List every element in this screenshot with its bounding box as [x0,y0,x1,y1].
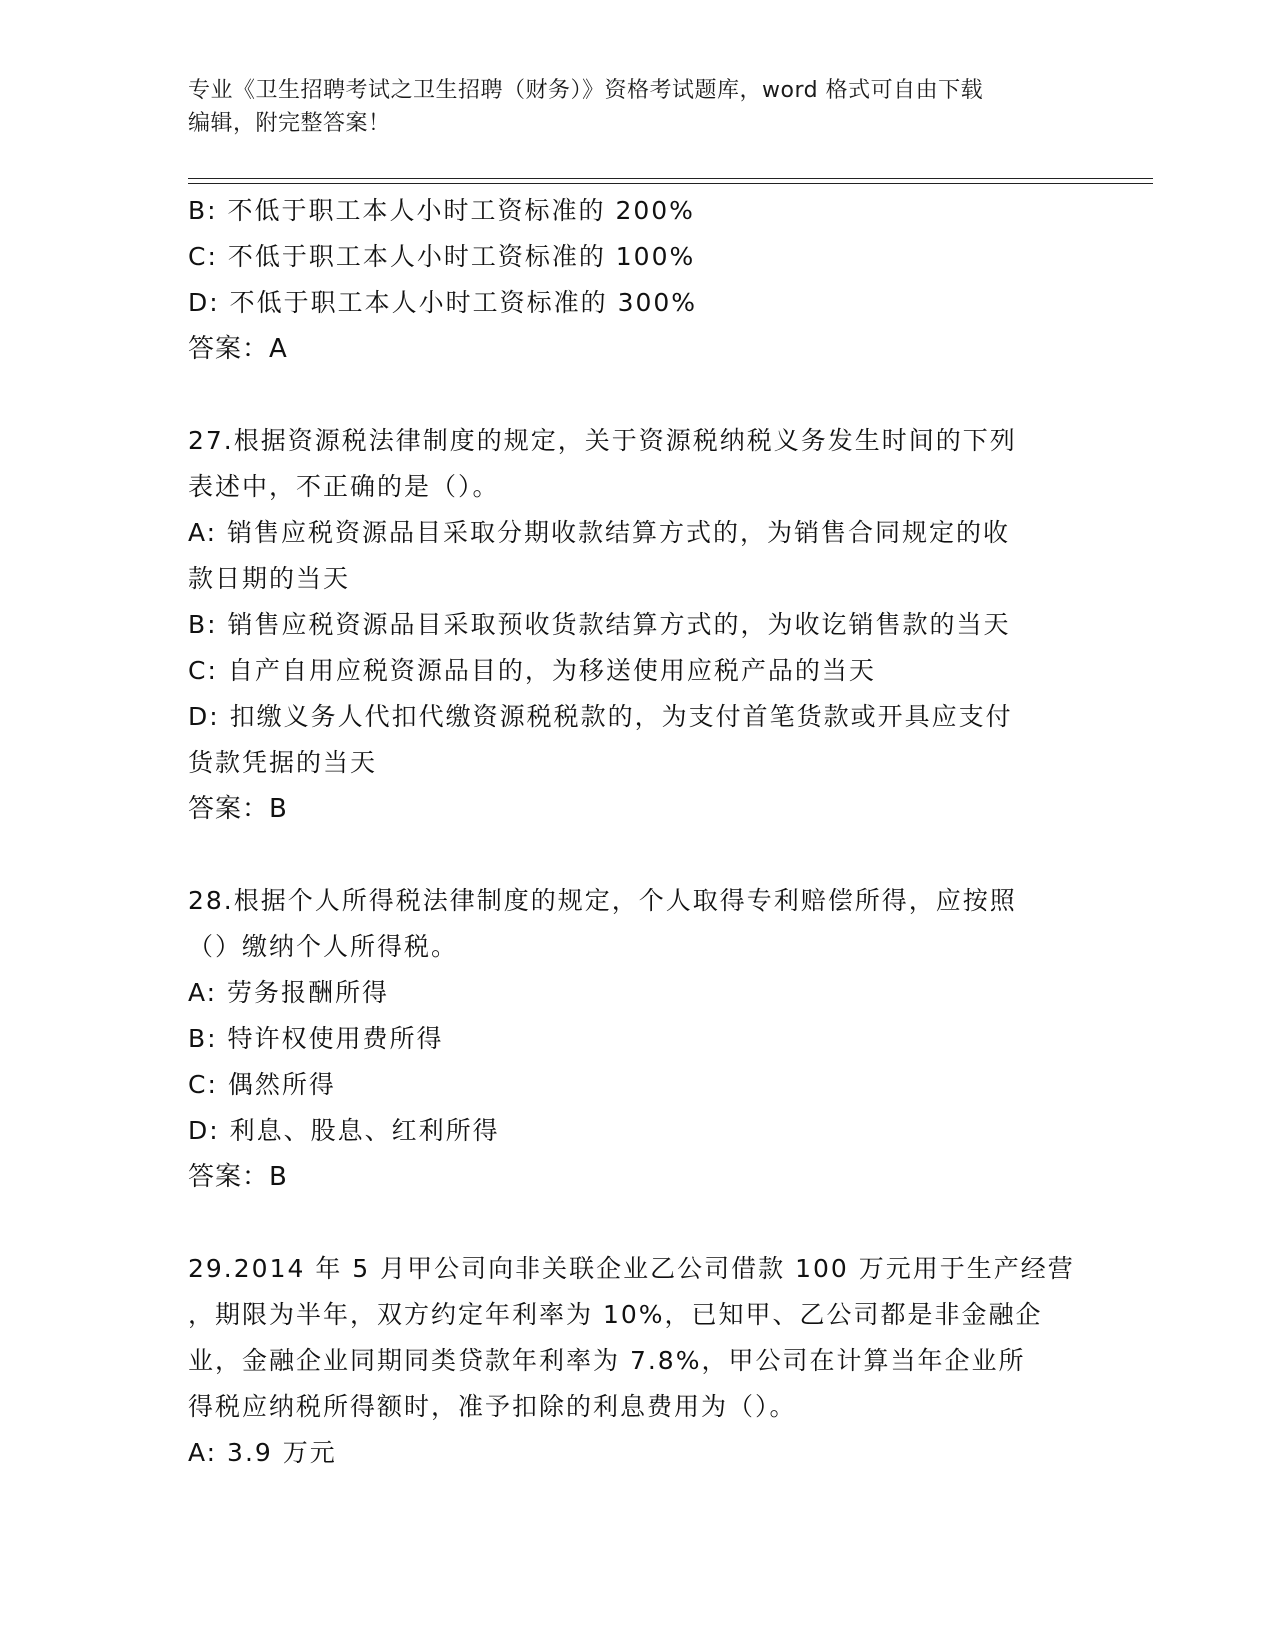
question-stem-continued: 业，金融企业同期同类贷款年利率为 7.8%，甲公司在计算当年企业所 [188,1346,1026,1375]
spacer [188,372,1078,418]
answer-line: 答案：B [188,794,288,824]
previous-question-block [188,188,1078,372]
question-stem-continued: 表述中，不正确的是（）。 [188,472,500,501]
option-d-continued: 货款凭据的当天 [188,748,378,777]
page-header [188,74,1068,140]
question-29-block [188,1246,1078,1476]
option-d: D: 利息、股息、红利所得 [188,1116,500,1145]
question-stem: 27.根据资源税法律制度的规定，关于资源税纳税义务发生时间的下列 [188,426,1017,455]
question-stem: 29.2014 年 5 月甲公司向非关联企业乙公司借款 100 万元用于生产经营 [188,1254,1075,1283]
answer-line: 答案：B [188,1162,288,1192]
option-a-continued: 款日期的当天 [188,564,351,593]
question-stem-continued: 得税应纳税所得额时，准予扣除的利息费用为（）。 [188,1392,797,1421]
header-divider [188,178,1153,184]
question-stem: 28.根据个人所得税法律制度的规定，个人取得专利赔偿所得，应按照 [188,886,1017,915]
option-b: B: 特许权使用费所得 [188,1024,444,1053]
option-a: A: 3.9 万元 [188,1438,337,1467]
option-c: C: 自产自用应税资源品目的，为移送使用应税产品的当天 [188,656,876,685]
header-line-1: 专业《卫生招聘考试之卫生招聘（财务）》资格考试题库，word 格式可自由下载 [188,78,984,103]
question-stem-continued: ，期限为半年，双方约定年利率为 10%，已知甲、乙公司都是非金融企 [188,1300,1043,1329]
header-line-2: 编辑，附完整答案！ [188,111,391,136]
question-list [188,188,1078,1476]
option-b: B: 不低于职工本人小时工资标准的 200% [188,196,695,225]
spacer [188,832,1078,878]
option-d: D: 不低于职工本人小时工资标准的 300% [188,288,698,317]
option-a: A: 劳务报酬所得 [188,978,390,1007]
option-a: A: 销售应税资源品目采取分期收款结算方式的，为销售合同规定的收 [188,518,1011,547]
question-stem-continued: （）缴纳个人所得税。 [188,932,459,961]
question-28-block [188,878,1078,1200]
spacer [188,1200,1078,1246]
option-c: C: 不低于职工本人小时工资标准的 100% [188,242,696,271]
option-d: D: 扣缴义务人代扣代缴资源税税款的，为支付首笔货款或开具应支付 [188,702,1013,731]
option-c: C: 偶然所得 [188,1070,336,1099]
answer-line: 答案：A [188,334,288,364]
option-b: B: 销售应税资源品目采取预收货款结算方式的，为收讫销售款的当天 [188,610,1011,639]
question-27-block [188,418,1078,832]
